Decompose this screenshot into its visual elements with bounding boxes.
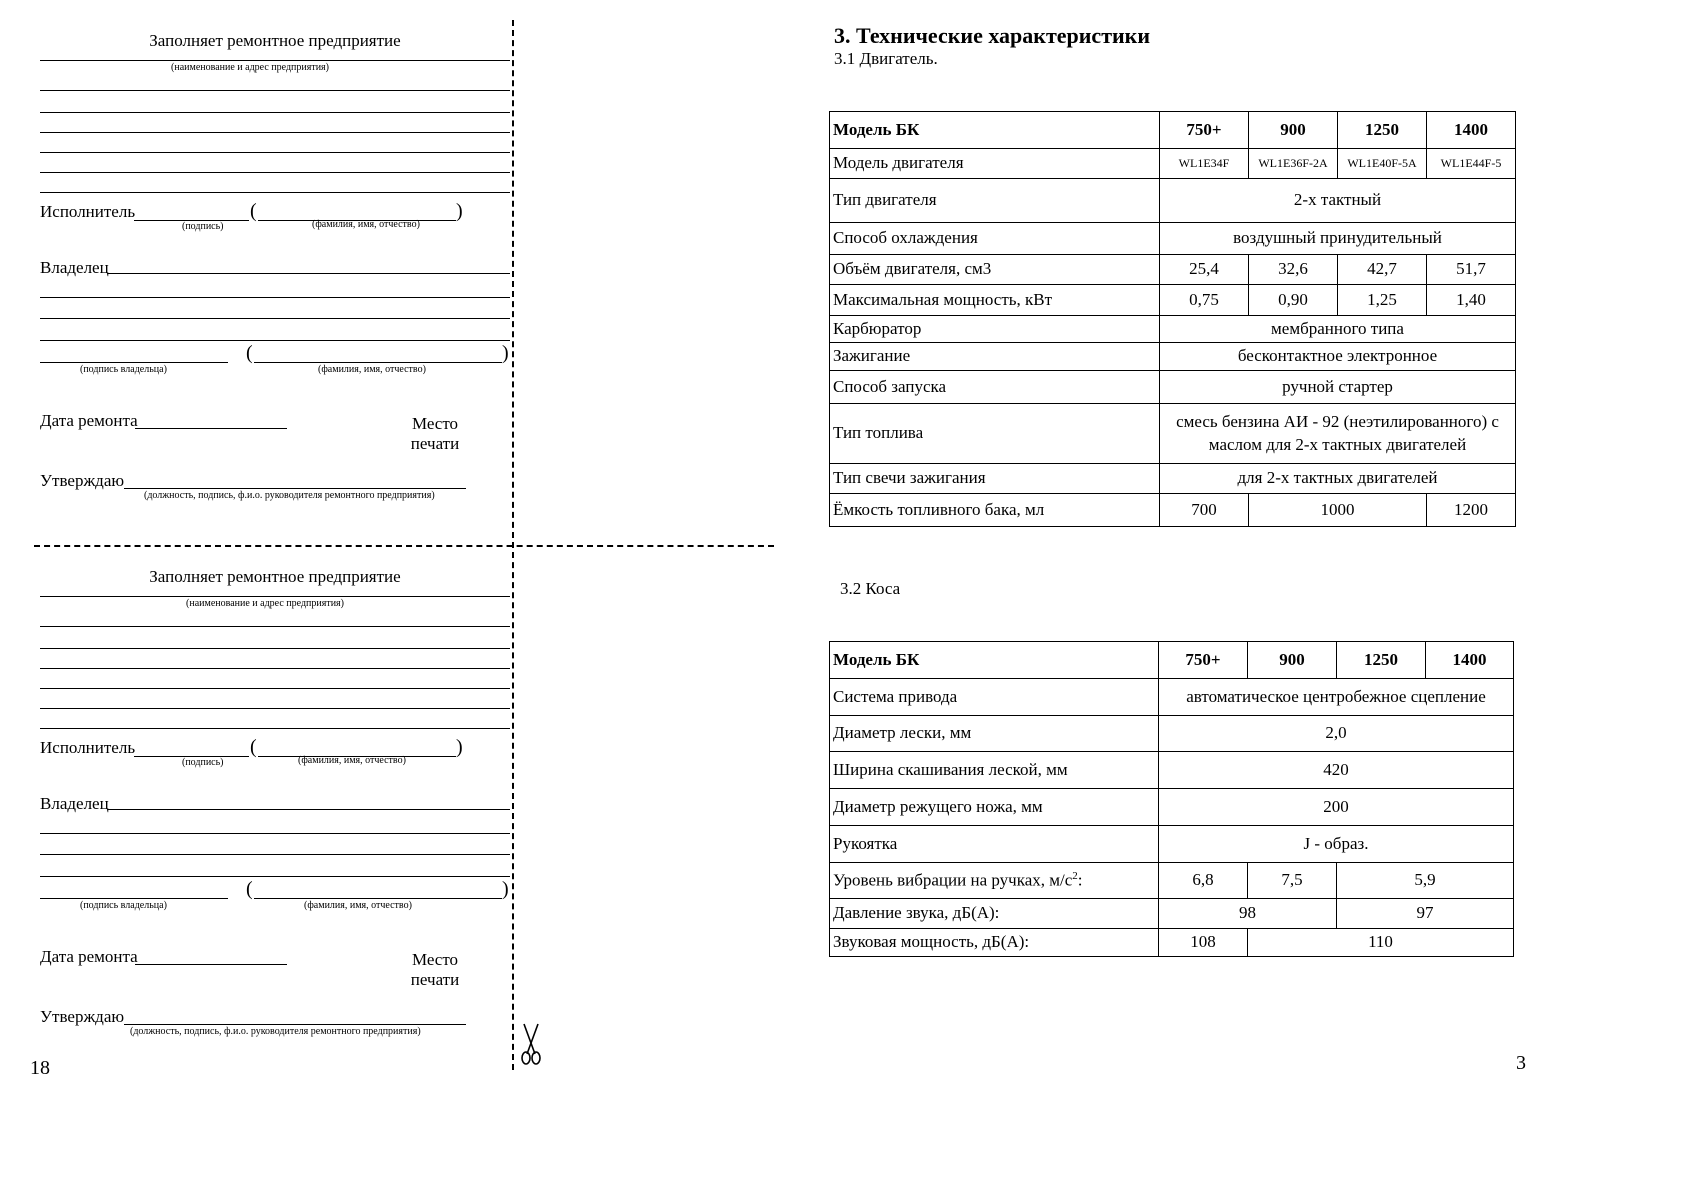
form-line	[40, 876, 510, 877]
paren-close: )	[502, 342, 509, 364]
row-label: Максимальная мощность, кВт	[830, 285, 1160, 316]
cell: 110	[1248, 929, 1514, 957]
table-row	[830, 716, 1514, 752]
form-line	[40, 340, 510, 341]
table-row	[830, 752, 1514, 789]
form-header: Заполняет ремонтное предприятие	[149, 31, 401, 50]
executor-sign-caption: (подпись)	[182, 221, 224, 232]
row-label	[830, 863, 1159, 899]
form-line	[40, 132, 510, 133]
table-row	[830, 899, 1514, 929]
header-1400: 1400	[1427, 112, 1516, 149]
owner-name-line	[254, 362, 502, 363]
row-label: Диаметр режущего ножа, мм	[830, 789, 1159, 826]
form-line	[40, 833, 510, 834]
approve-caption: (должность, подпись, ф.и.о. руководителя ремонтного предприятия)	[130, 1026, 421, 1037]
row-label: Тип топлива	[830, 404, 1160, 464]
form-line	[40, 192, 510, 193]
owner-label: Владелец	[40, 258, 109, 277]
cell: 97	[1337, 899, 1514, 929]
cell: 51,7	[1427, 255, 1516, 285]
cell: мембранного типа	[1160, 316, 1516, 343]
fuel-line-2: маслом для 2-х тактных двигателей	[1208, 434, 1467, 454]
table-row	[830, 789, 1514, 826]
repair-date-line	[135, 964, 287, 965]
cut-line-vertical	[512, 20, 514, 1070]
owner-sign-line	[40, 362, 228, 363]
cell: 2,0	[1159, 716, 1514, 752]
row-label: Ёмкость топливного бака, мл	[830, 494, 1160, 527]
table-row	[830, 316, 1516, 343]
cell	[1160, 404, 1516, 464]
row-label: Зажигание	[830, 343, 1160, 371]
stamp-line-1: Место	[411, 950, 459, 969]
cell: 98	[1159, 899, 1337, 929]
form-line	[40, 297, 510, 298]
owner-sign-caption: (подпись владельца)	[80, 364, 167, 375]
cell: 5,9	[1337, 863, 1514, 899]
form-line	[40, 112, 510, 113]
table-row	[830, 149, 1516, 179]
owner-name-line	[254, 898, 502, 899]
owner-line	[108, 809, 510, 810]
cell: 32,6	[1249, 255, 1338, 285]
cell: для 2-х тактных двигателей	[1160, 464, 1516, 494]
form-line	[40, 596, 510, 597]
form-header-caption: (наименование и адрес предприятия)	[171, 62, 329, 73]
executor-label: Исполнитель	[40, 202, 136, 221]
row-label: Тип двигателя	[830, 179, 1160, 223]
executor-name-caption: (фамилия, имя, отчество)	[312, 219, 420, 230]
table-row	[830, 494, 1516, 527]
cell: WL1E44F-5	[1427, 149, 1516, 179]
row-label: Способ запуска	[830, 371, 1160, 404]
header-900: 900	[1249, 112, 1338, 149]
table-row	[830, 285, 1516, 316]
stamp-line-2: печати	[410, 970, 460, 989]
approve-line	[124, 1024, 466, 1025]
cell: 200	[1159, 789, 1514, 826]
form-line	[40, 854, 510, 855]
form-line	[40, 708, 510, 709]
row-label: Система привода	[830, 679, 1159, 716]
cell: WL1E40F-5A	[1338, 149, 1427, 179]
table-row	[830, 223, 1516, 255]
cell: бесконтактное электронное	[1160, 343, 1516, 371]
form-line	[40, 728, 510, 729]
stamp-line-2: печати	[410, 434, 460, 453]
page-number-right: 3	[1516, 1052, 1526, 1074]
row-label: Диаметр лески, мм	[830, 716, 1159, 752]
row-label: Давление звука, дБ(А):	[830, 899, 1159, 929]
repair-date-label: Дата ремонта	[40, 947, 138, 966]
paren-close: )	[456, 200, 463, 222]
scythe-subtitle: 3.2 Коса	[840, 579, 901, 598]
cell: воздушный принудительный	[1160, 223, 1516, 255]
owner-name-caption: (фамилия, имя, отчество)	[304, 900, 412, 911]
engine-spec-table	[829, 111, 1516, 527]
vibration-sup: 2	[1072, 869, 1078, 882]
approve-caption: (должность, подпись, ф.и.о. руководителя ремонтного предприятия)	[144, 490, 435, 501]
cell: 6,8	[1159, 863, 1248, 899]
header-model: Модель БК	[830, 642, 1159, 679]
table-row	[830, 929, 1514, 957]
table-row	[830, 343, 1516, 371]
table-row	[830, 112, 1516, 149]
cell: 42,7	[1338, 255, 1427, 285]
scissors-icon	[518, 1022, 544, 1066]
owner-line	[108, 273, 510, 274]
cell: 1,25	[1338, 285, 1427, 316]
form-line	[40, 668, 510, 669]
repair-date-line	[135, 428, 287, 429]
row-label: Ширина скашивания леской, мм	[830, 752, 1159, 789]
cell: 108	[1159, 929, 1248, 957]
table-row	[830, 179, 1516, 223]
scythe-spec-table	[829, 641, 1514, 957]
paren-open: (	[250, 200, 257, 222]
owner-sign-caption: (подпись владельца)	[80, 900, 167, 911]
paren-close: )	[502, 878, 509, 900]
table-row	[830, 642, 1514, 679]
vibration-label: Уровень вибрации на ручках, м/с	[833, 870, 1073, 890]
row-label: Звуковая мощность, дБ(А):	[830, 929, 1159, 957]
table-row	[830, 679, 1514, 716]
cut-line-horizontal	[34, 545, 774, 547]
table-row	[830, 826, 1514, 863]
executor-name-caption: (фамилия, имя, отчество)	[298, 755, 406, 766]
engine-subtitle: 3.1 Двигатель.	[834, 49, 938, 68]
stamp-place	[400, 950, 470, 990]
paren-open: (	[246, 878, 253, 900]
cell: 420	[1159, 752, 1514, 789]
row-label: Объём двигателя, см3	[830, 255, 1160, 285]
table-row	[830, 464, 1516, 494]
header-1400: 1400	[1426, 642, 1514, 679]
header-750: 750+	[1160, 112, 1249, 149]
form-line	[40, 318, 510, 319]
form-header-caption: (наименование и адрес предприятия)	[186, 598, 344, 609]
cell: 25,4	[1160, 255, 1249, 285]
vibration-colon: :	[1077, 870, 1083, 890]
form-line	[40, 60, 510, 61]
row-label: Рукоятка	[830, 826, 1159, 863]
header-750: 750+	[1159, 642, 1248, 679]
cell: 0,90	[1249, 285, 1338, 316]
page-number-left: 18	[30, 1057, 50, 1079]
header-900: 900	[1248, 642, 1337, 679]
page-title: 3. Технические характеристики	[834, 23, 1151, 48]
row-label: Способ охлаждения	[830, 223, 1160, 255]
cell: WL1E34F	[1160, 149, 1249, 179]
paren-open: (	[250, 736, 257, 758]
repair-date-label: Дата ремонта	[40, 411, 138, 430]
executor-label: Исполнитель	[40, 738, 136, 757]
form-line	[40, 626, 510, 627]
cell: 7,5	[1248, 863, 1337, 899]
form-line	[40, 688, 510, 689]
paren-open: (	[246, 342, 253, 364]
table-row	[830, 404, 1516, 464]
row-label: Модель двигателя	[830, 149, 1160, 179]
cell: 1000	[1249, 494, 1427, 527]
executor-sign-caption: (подпись)	[182, 757, 224, 768]
header-model: Модель БК	[830, 112, 1160, 149]
stamp-place	[400, 414, 470, 454]
row-label: Карбюратор	[830, 316, 1160, 343]
cell: 1200	[1427, 494, 1516, 527]
owner-sign-line	[40, 898, 228, 899]
owner-label: Владелец	[40, 794, 109, 813]
cell: автоматическое центробежное сцепление	[1159, 679, 1514, 716]
header-1250: 1250	[1338, 112, 1427, 149]
form-line	[40, 648, 510, 649]
approve-label: Утверждаю	[40, 471, 125, 490]
cell: ручной стартер	[1160, 371, 1516, 404]
cell: 0,75	[1160, 285, 1249, 316]
table-row	[830, 255, 1516, 285]
form-line	[40, 152, 510, 153]
paren-close: )	[456, 736, 463, 758]
approve-line	[124, 488, 466, 489]
cell: 2-х тактный	[1160, 179, 1516, 223]
owner-name-caption: (фамилия, имя, отчество)	[318, 364, 426, 375]
row-label: Тип свечи зажигания	[830, 464, 1160, 494]
form-header: Заполняет ремонтное предприятие	[149, 567, 401, 586]
cell: J - образ.	[1159, 826, 1514, 863]
table-row	[830, 371, 1516, 404]
stamp-line-1: Место	[411, 414, 459, 433]
cell: WL1E36F-2A	[1249, 149, 1338, 179]
form-line	[40, 172, 510, 173]
table-row	[830, 863, 1514, 899]
fuel-line-1: смесь бензина АИ - 92 (неэтилированного) с	[1176, 411, 1499, 431]
cell: 1,40	[1427, 285, 1516, 316]
form-line	[40, 90, 510, 91]
approve-label: Утверждаю	[40, 1007, 125, 1026]
header-1250: 1250	[1337, 642, 1426, 679]
cell: 700	[1160, 494, 1249, 527]
